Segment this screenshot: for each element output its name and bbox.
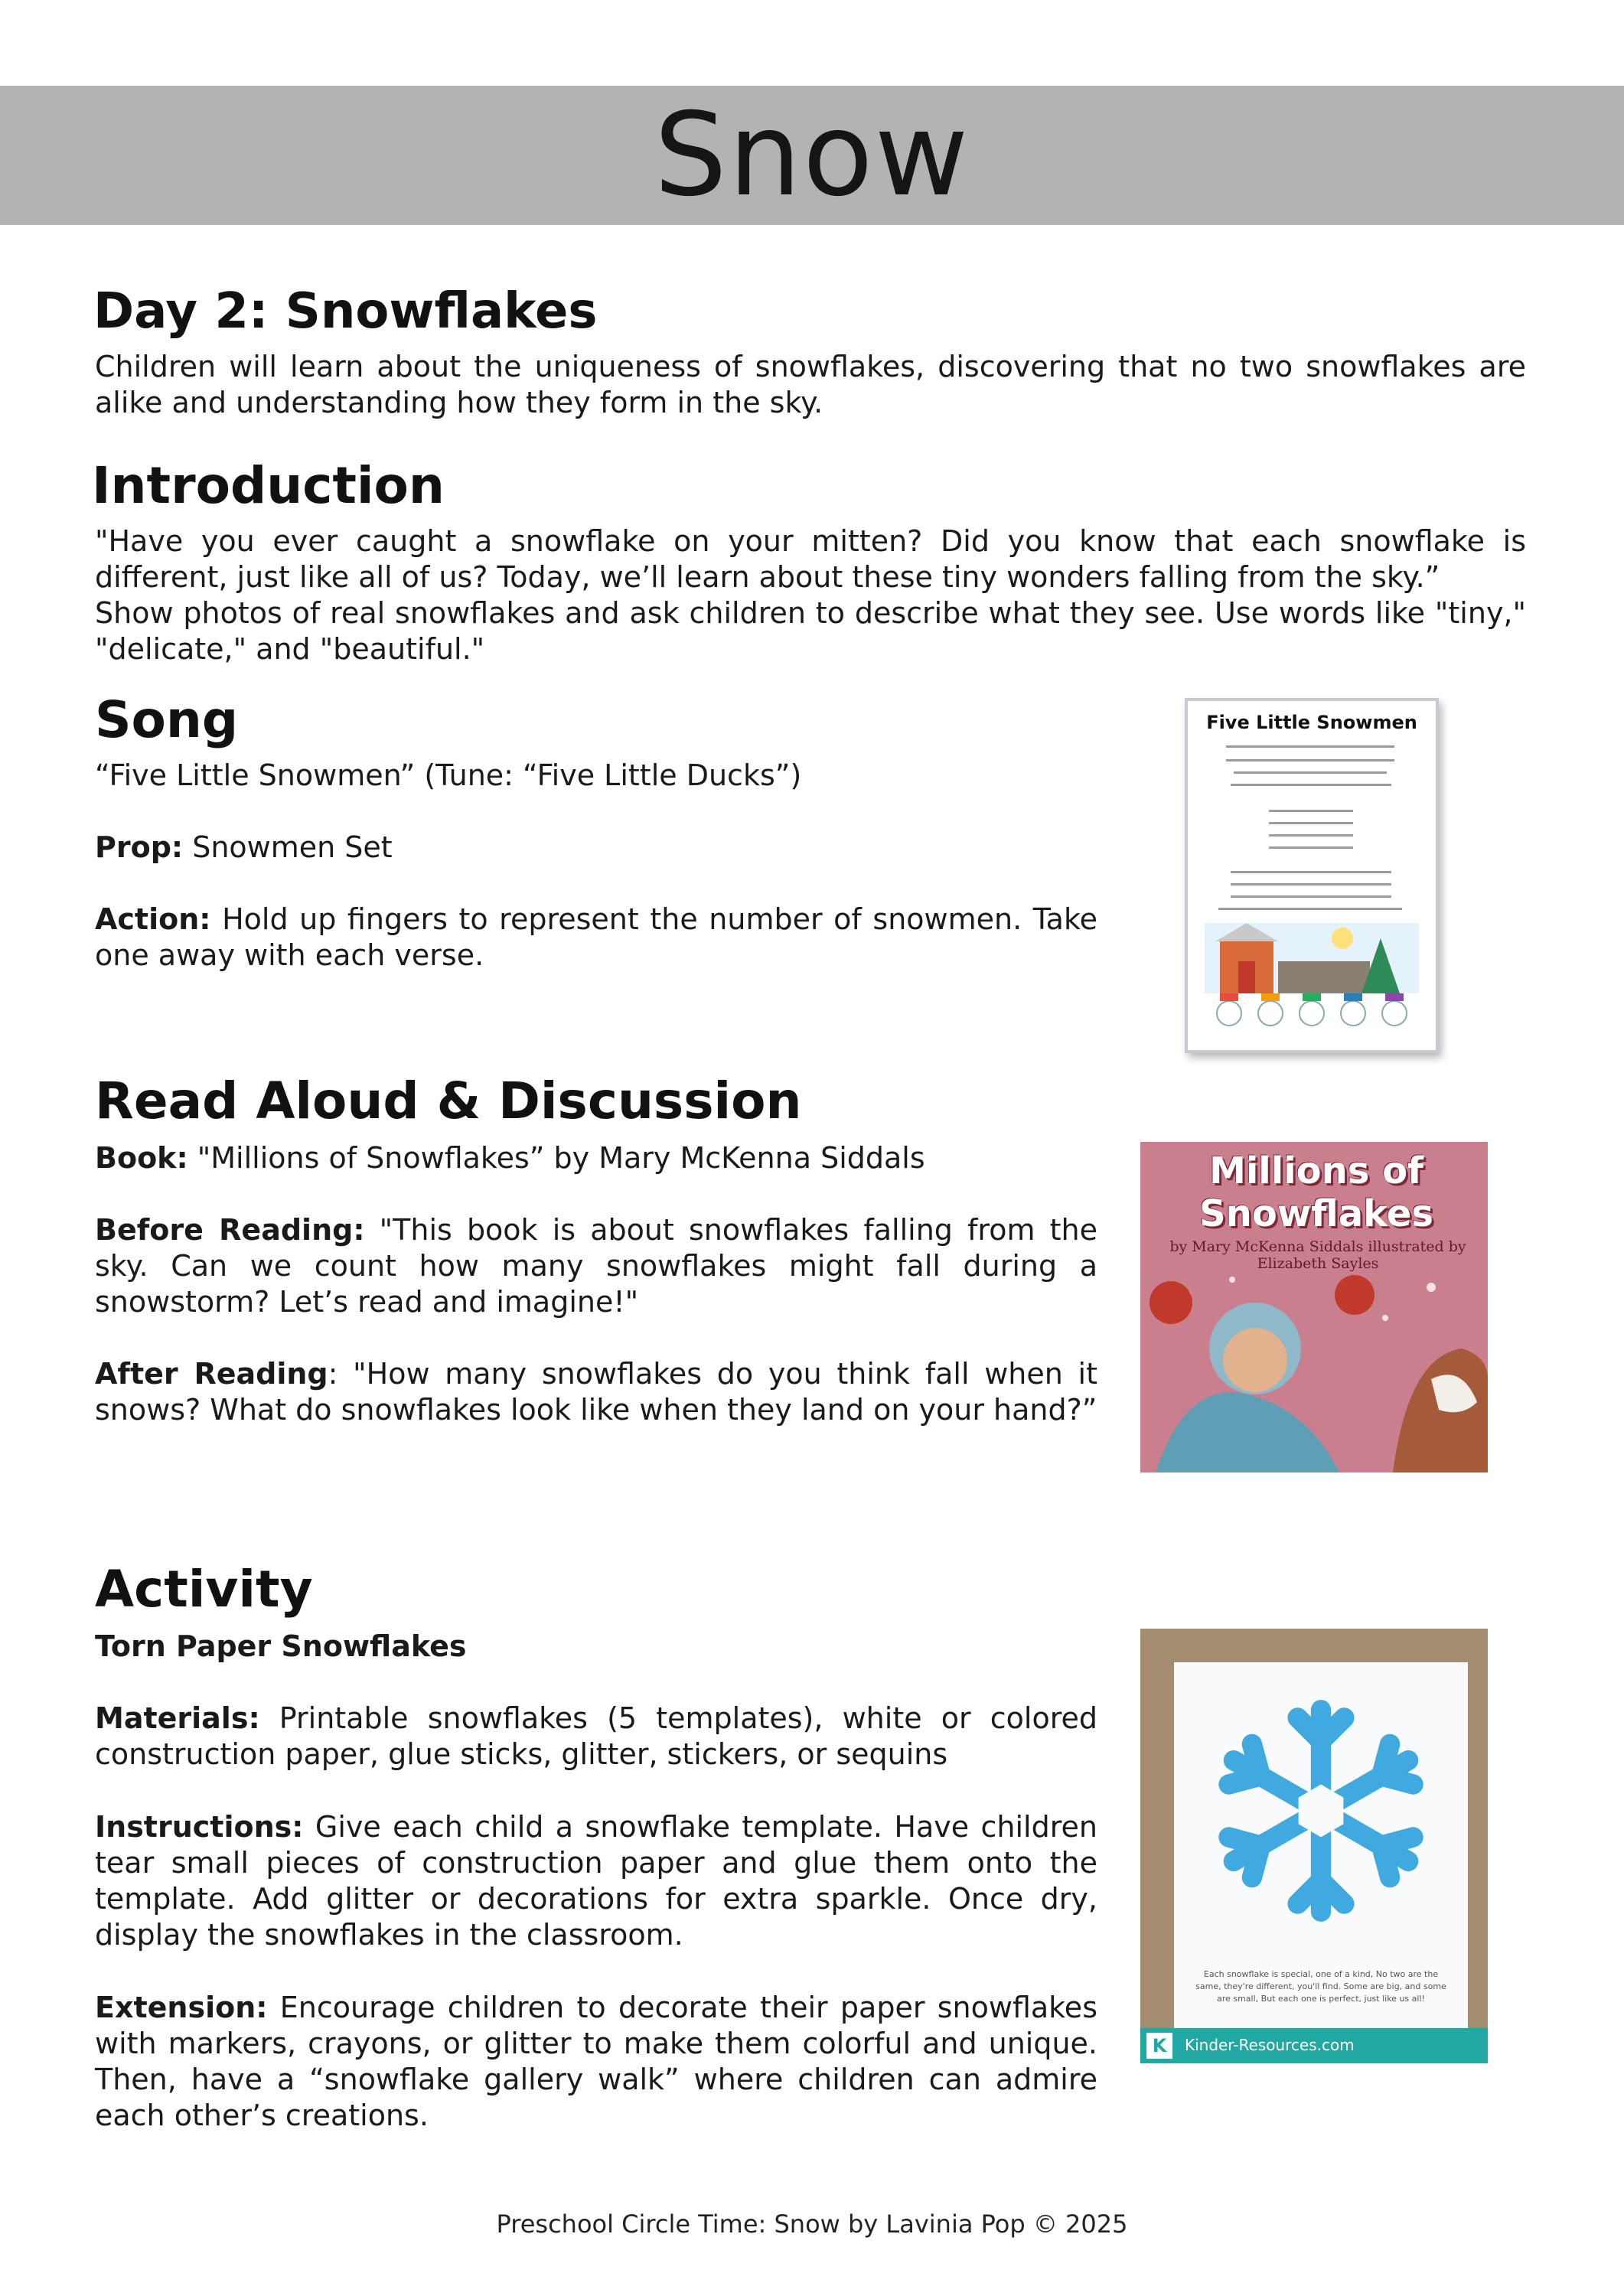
song-title-line: “Five Little Snowmen” (Tune: “Five Little Ducks”) xyxy=(95,758,802,792)
action-label: Action: xyxy=(95,902,211,936)
extension xyxy=(95,1990,1097,2134)
song-heading: Song xyxy=(95,690,239,749)
book-cover xyxy=(1140,1142,1488,1473)
page-footer: Preschool Circle Time: Snow by Lavinia Pop © 2025 xyxy=(496,2210,1128,2239)
brand-text: Kinder-Resources.com xyxy=(1185,2036,1355,2054)
poster-text-line xyxy=(1269,834,1353,837)
poster-title: Five Little Snowmen xyxy=(1206,712,1417,733)
before-reading-value: "This book is about snowflakes falling from the sky. Can we count how many snowflakes might fall during a snowstorm? Let’s read and imagine!" xyxy=(95,1213,1097,1319)
introduction-instructions: Show photos of real snowflakes and ask children to describe what they see. Use words like "tiny," "delicate," and "beautiful." xyxy=(95,596,1526,666)
action-value: Hold up fingers to represent the number of snowmen. Take one away with each verse. xyxy=(95,902,1097,972)
poster-text-line xyxy=(1231,883,1391,885)
poster-text-line xyxy=(1234,771,1387,774)
brand-bar xyxy=(1140,2028,1488,2063)
poster-text-line xyxy=(1269,822,1353,824)
snowflake-craft-photo xyxy=(1140,1629,1488,2063)
extension-value: Encourage children to decorate their paper snowflakes with markers, crayons, or glitter to make them colorful and unique. Then, have a “snowflake gallery walk” where children can admire each other’s creations. xyxy=(95,1991,1097,2132)
snowflake-poem: Each snowflake is special, one of a kind, No two are the same, they're different, you'll find. Some are big, and some are small, But each one is perfect, just like us all! xyxy=(1195,1969,1446,2004)
kinder-resources-logo-icon: K xyxy=(1146,2033,1172,2059)
poster-text-line xyxy=(1231,784,1391,786)
title-banner xyxy=(0,86,1624,225)
book-cover-title-line1: Millions of xyxy=(1209,1150,1423,1192)
poster-text-line xyxy=(1269,846,1353,849)
poster-text-line xyxy=(1231,895,1391,898)
activity-heading: Activity xyxy=(95,1560,313,1619)
poster-text-line xyxy=(1226,759,1394,762)
prop-value: Snowmen Set xyxy=(192,830,393,864)
instructions-value: Give each child a snowflake template. Have children tear small pieces of construction paper and glue them onto the template. Add glitter or decorations for extra sparkle. Once dry, display the snowflakes in the classroom. xyxy=(95,1810,1097,1952)
day-description: Children will learn about the uniqueness of snowflakes, discovering that no two snowflakes are alike and understanding how they form in the sky. xyxy=(95,350,1526,419)
book-cover-title xyxy=(1156,1150,1477,1235)
read-aloud-heading: Read Aloud & Discussion xyxy=(95,1071,802,1130)
after-reading-value: : "How many snowflakes do you think fall when it snows? What do snowflakes look like when they land on your hand?” xyxy=(95,1357,1097,1427)
book-value: "Millions of Snowflakes” by Mary McKenna Siddals xyxy=(197,1141,925,1175)
after-reading xyxy=(95,1356,1097,1428)
poster-text-line xyxy=(1218,908,1402,910)
before-reading-label: Before Reading: xyxy=(95,1213,365,1247)
introduction-quote: "Have you ever caught a snowflake on your mitten? Did you know that each snowflake is different, just like all of us? Today, we’ll learn about these tiny wonders falling from the sky.” xyxy=(95,524,1526,594)
materials-value: Printable snowflakes (5 templates), white or colored construction paper, glue sticks, glitter, stickers, or sequins xyxy=(95,1701,1097,1771)
before-reading xyxy=(95,1212,1097,1320)
instructions xyxy=(95,1809,1097,1953)
instructions-label: Instructions: xyxy=(95,1810,304,1844)
book-line xyxy=(95,1140,1097,1176)
snowflake-icon xyxy=(1205,1681,1437,1941)
page-title: Snow xyxy=(654,89,970,222)
book-label: Book: xyxy=(95,1141,188,1175)
after-reading-label: After Reading xyxy=(95,1357,328,1391)
prop-label: Prop: xyxy=(95,830,184,864)
book-cover-illustration xyxy=(1140,1264,1488,1473)
materials xyxy=(95,1701,1097,1773)
introduction-heading: Introduction xyxy=(92,456,445,515)
poster-text-line xyxy=(1269,810,1353,812)
book-cover-author: by Mary McKenna Siddals illustrated by Elizabeth Sayles xyxy=(1169,1238,1466,1272)
song-action xyxy=(95,902,1097,974)
poster-text-line xyxy=(1231,871,1391,873)
activity-subheading: Torn Paper Snowflakes xyxy=(95,1629,467,1663)
five-little-snowmen-poster xyxy=(1185,698,1439,1053)
poster-text-line xyxy=(1226,745,1394,748)
book-cover-title-line2: Snowflakes xyxy=(1199,1192,1433,1235)
extension-label: Extension: xyxy=(95,1991,268,2024)
snowmen-scene-illustration xyxy=(1205,923,1419,1030)
day-heading: Day 2: Snowflakes xyxy=(93,283,598,340)
song-prop xyxy=(95,830,1097,866)
snowflake-template-paper xyxy=(1174,1662,1468,2053)
materials-label: Materials: xyxy=(95,1701,260,1735)
